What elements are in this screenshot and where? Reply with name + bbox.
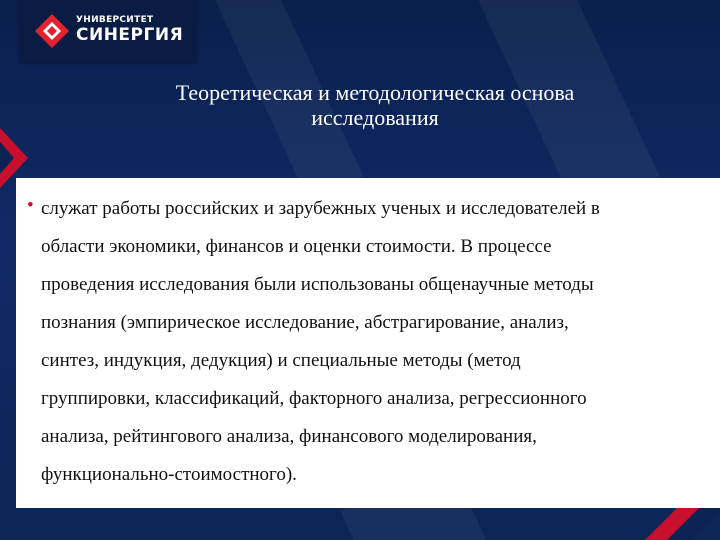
slide-title-line-2: исследования [311,105,439,130]
synergy-logo-icon [34,13,70,49]
body-line: познания (эмпирическое исследование, абстрагирование, анализ, [41,312,569,333]
logo [20,0,196,62]
body-line: служат работы российских и зарубежных ученых и исследователей в [41,198,600,219]
body-line: анализа, рейтингового анализа, финансового моделирования, [41,426,537,447]
body-line: группировки, классификаций, факторного анализа, регрессионного [41,388,587,409]
body-line: синтез, индукция, дедукция) и специальные методы (метод [41,350,521,371]
content-panel [16,178,720,508]
body-line: функционально-стоимостного). [41,464,297,485]
slide-title-line-1: Теоретическая и методологическая основа [175,80,575,105]
body-text [41,190,711,494]
body-line: проведения исследования были использованы общенаучные методы [41,274,594,295]
logo-main-text: СИНЕРГИЯ [76,25,184,45]
bullet-marker: • [27,195,34,216]
logo-top-text: УНИВЕРСИТЕТ [76,15,154,25]
slide-title [100,80,650,130]
body-line: области экономики, финансов и оценки стоимости. В процессе [41,236,552,257]
